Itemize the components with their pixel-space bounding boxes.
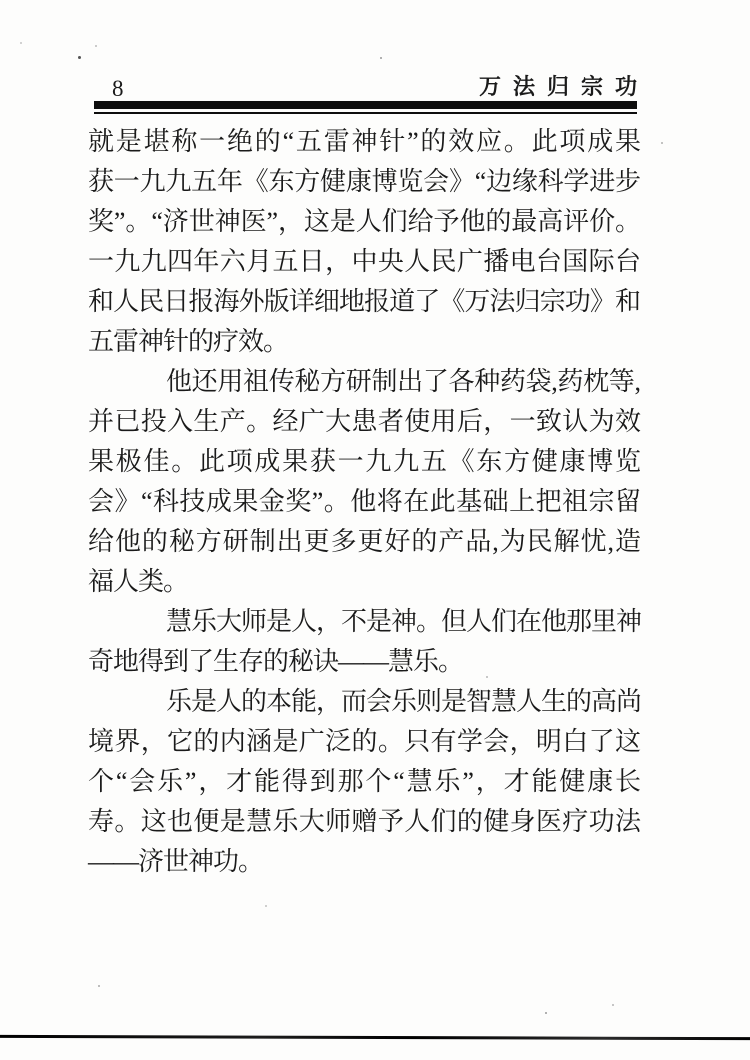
text-line: 就是堪称一绝的“五雷神针”的效应。此项成果	[88, 127, 640, 156]
text-line: 给他的秘方研制出更多更好的产品,为民解忧,造	[88, 527, 640, 556]
scan-speck	[78, 56, 81, 59]
scan-speck	[661, 142, 663, 144]
running-head-book-title: 万法归宗功	[478, 74, 649, 99]
page-bottom-edge-artifact	[0, 1035, 750, 1040]
text-line: 奇地得到了生存的秘诀——慧乐。	[88, 647, 464, 676]
text-line: 境界，它的内涵是广泛的。只有学会，明白了这	[88, 727, 640, 756]
scan-speck	[612, 1004, 614, 1006]
scan-speck	[95, 45, 97, 47]
text-line: 并已投入生产。经广大患者使用后，一致认为效	[88, 407, 640, 436]
header-rule-thin	[94, 112, 637, 114]
text-line: 五雷神针的疗效。	[88, 327, 289, 356]
scan-speck	[20, 42, 22, 44]
body-text	[88, 122, 640, 882]
header-rule-thick	[94, 101, 637, 109]
text-line: 寿。这也便是慧乐大师赠予人们的健身医疗功法	[88, 807, 640, 836]
scan-speck	[486, 676, 488, 678]
text-line: 果极佳。此项成果获一九九五《东方健康博览	[88, 447, 640, 476]
text-line: 福人类。	[88, 567, 189, 596]
text-line: 一九九四年六月五日，中央人民广播电台国际台	[88, 247, 640, 276]
page-number: 8	[112, 76, 124, 101]
text-line: 和人民日报海外版详细地报道了《万法归宗功》和	[88, 287, 640, 316]
scan-speck	[265, 905, 267, 907]
text-line: 会》“科技成果金奖”。他将在此基础上把祖宗留	[88, 487, 640, 516]
text-line: 慧乐大师是人，不是神。但人们在他那里神	[166, 607, 642, 636]
scan-speck	[545, 1012, 547, 1014]
text-line: 他还用祖传秘方研制出了各种药袋,药枕等,	[166, 367, 640, 396]
scan-speck	[98, 985, 100, 987]
text-line: ——济世神功。	[88, 847, 264, 876]
text-line: 个“会乐”，才能得到那个“慧乐”，才能健康长	[88, 767, 640, 796]
text-line: 奖”。“济世神医”，这是人们给予他的最高评价。	[88, 207, 640, 236]
text-line: 乐是人的本能，而会乐则是智慧人生的高尚	[166, 687, 642, 716]
scan-speck	[380, 57, 382, 59]
text-line: 获一九九五年《东方健康博览会》“边缘科学进步	[88, 167, 640, 196]
